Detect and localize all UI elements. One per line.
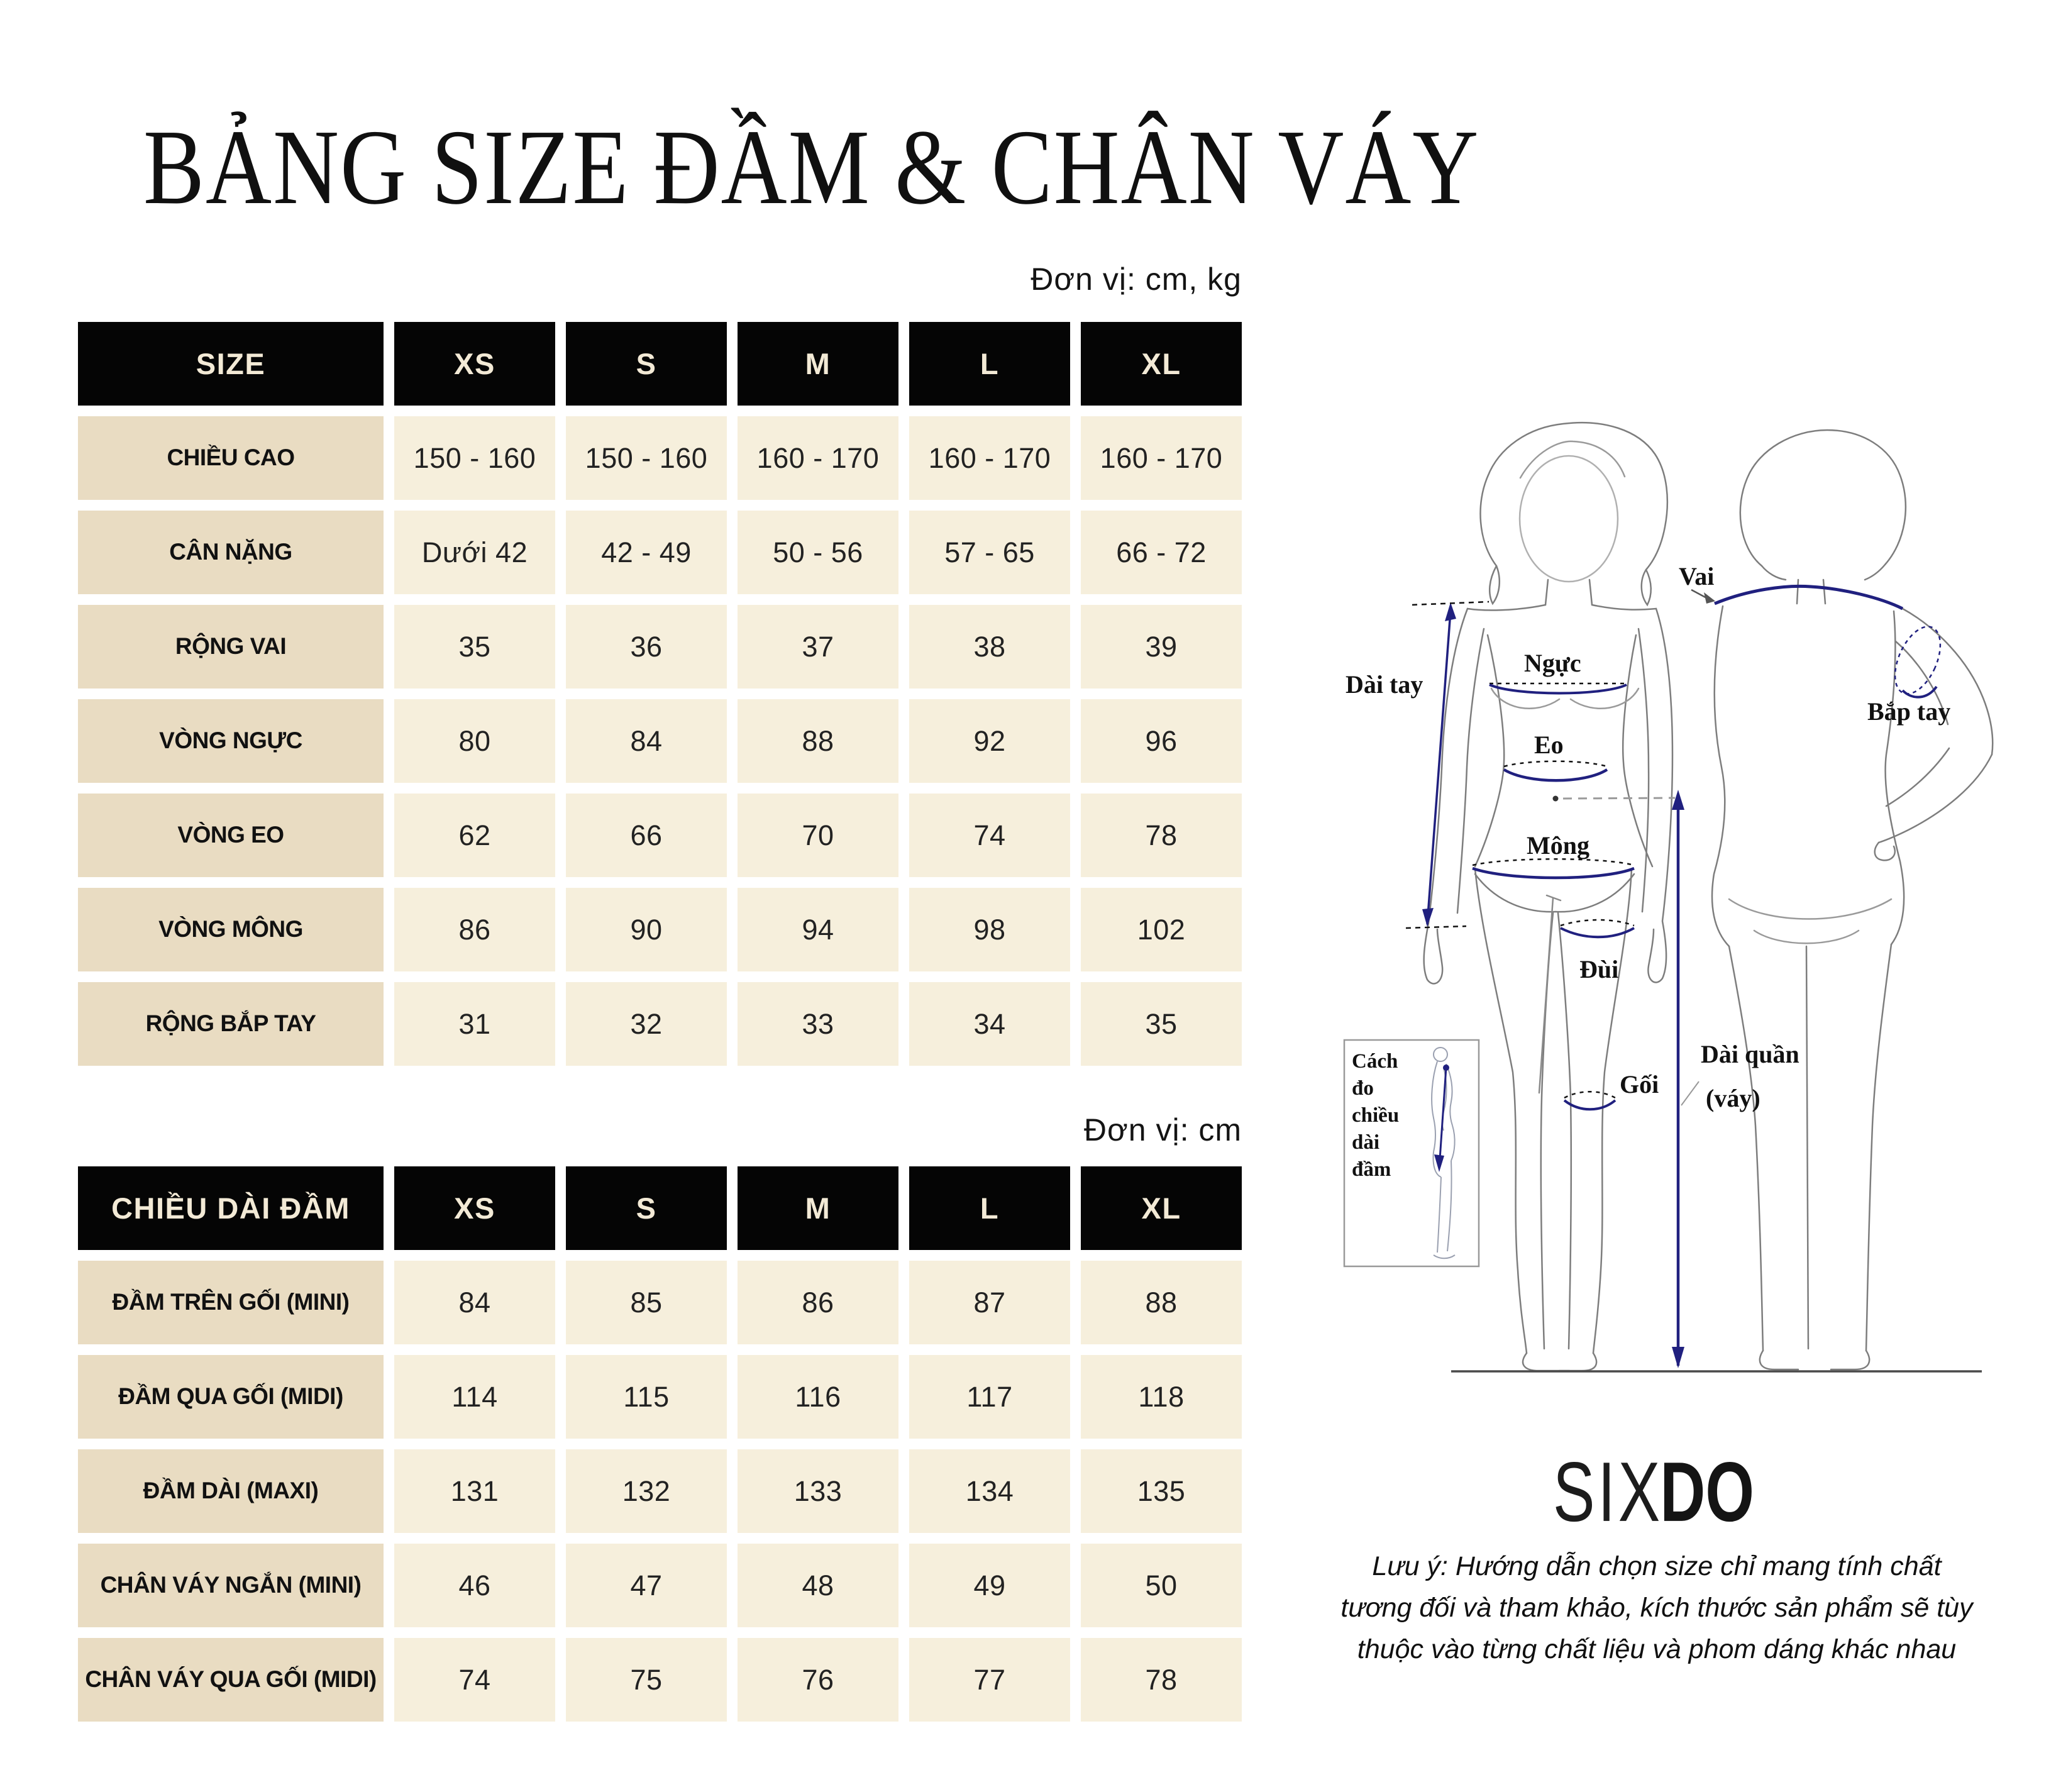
label-vay: (váy): [1706, 1084, 1760, 1112]
box-line-1: Cách: [1352, 1050, 1398, 1073]
length_table-value-cell: 115: [566, 1355, 727, 1439]
size_table-value-cell: 102: [1081, 888, 1242, 971]
size_table-value-cell: 32: [566, 982, 727, 1066]
size_table-value-cell: 150 - 160: [394, 416, 555, 500]
size_table-value-cell: 42 - 49: [566, 511, 727, 594]
dress-length-table: [78, 1166, 1242, 1722]
page-title: BẢNG SIZE ĐẦM & CHÂN VÁY: [143, 108, 1480, 227]
length_table-col-header-M: M: [738, 1166, 898, 1250]
length_table-col-header-L: L: [909, 1166, 1070, 1250]
label-mong: Mông: [1527, 831, 1589, 860]
body-measurement-diagram: [1289, 377, 2056, 1540]
size_table-row-label: VÒNG MÔNG: [78, 888, 384, 971]
length_table-value-cell: 131: [394, 1449, 555, 1533]
box-line-3: chiều: [1352, 1104, 1400, 1127]
size_table-value-cell: 33: [738, 982, 898, 1066]
logo-do: DO: [1660, 1445, 1755, 1540]
length_table-value-cell: 76: [738, 1638, 898, 1722]
size_table-value-cell: 88: [738, 699, 898, 783]
size_table-row-label: RỘNG VAI: [78, 605, 384, 689]
footnote: Lưu ý: Hướng dẫn chọn size chỉ mang tính chất tương đối và tham khảo, kích thước sản phẩm sẽ tùy thuộc vào từng chất liệu và phom dáng khác nhau: [1340, 1551, 1973, 1664]
length_table-value-cell: 117: [909, 1355, 1070, 1439]
size_table-col-header-L: L: [909, 322, 1070, 406]
length_table-value-cell: 132: [566, 1449, 727, 1533]
size_table-value-cell: 35: [394, 605, 555, 689]
size_table-value-cell: 35: [1081, 982, 1242, 1066]
size_table-row-label: RỘNG BẮP TAY: [78, 982, 384, 1066]
length_table-value-cell: 84: [394, 1261, 555, 1344]
label-bap-tay: Bắp tay: [1867, 697, 1951, 726]
size_table-corner-header: SIZE: [78, 322, 384, 406]
size_table-value-cell: 84: [566, 699, 727, 783]
size_table-value-cell: 80: [394, 699, 555, 783]
size_table-value-cell: 160 - 170: [738, 416, 898, 500]
size_table-value-cell: 78: [1081, 794, 1242, 877]
length_table-row-label: CHÂN VÁY QUA GỐI (MIDI): [78, 1638, 384, 1722]
size_table-value-cell: 36: [566, 605, 727, 689]
length_table-value-cell: 114: [394, 1355, 555, 1439]
size_table-row-label: VÒNG EO: [78, 794, 384, 877]
length_table-row-label: CHÂN VÁY NGẮN (MINI): [78, 1544, 384, 1627]
length_table-value-cell: 134: [909, 1449, 1070, 1533]
measure-guide-box: [1344, 1040, 1479, 1266]
size_table-row-label: VÒNG NGỰC: [78, 699, 384, 783]
length_table-row-label: ĐẦM TRÊN GỐI (MINI): [78, 1261, 384, 1344]
size_table-value-cell: 86: [394, 888, 555, 971]
length_table-col-header-XS: XS: [394, 1166, 555, 1250]
length_table-row-label: ĐẦM QUA GỐI (MIDI): [78, 1355, 384, 1439]
label-goi: Gối: [1620, 1070, 1659, 1098]
length_table-value-cell: 116: [738, 1355, 898, 1439]
label-vai: Vai: [1679, 562, 1715, 590]
length_table-col-header-S: S: [566, 1166, 727, 1250]
length_table-value-cell: 74: [394, 1638, 555, 1722]
size_table-value-cell: 31: [394, 982, 555, 1066]
length_table-col-header-XL: XL: [1081, 1166, 1242, 1250]
size_table-value-cell: 50 - 56: [738, 511, 898, 594]
size_table-value-cell: 96: [1081, 699, 1242, 783]
size_table-col-header-XS: XS: [394, 322, 555, 406]
size_table-col-header-S: S: [566, 322, 727, 406]
size_table-value-cell: 150 - 160: [566, 416, 727, 500]
size_table-value-cell: 62: [394, 794, 555, 877]
size_table-value-cell: 34: [909, 982, 1070, 1066]
length_table-value-cell: 135: [1081, 1449, 1242, 1533]
size_table-value-cell: 90: [566, 888, 727, 971]
sixdo-logo: [1506, 1444, 1801, 1540]
size_table-value-cell: 98: [909, 888, 1070, 971]
label-dai-tay: Dài tay: [1346, 670, 1423, 699]
length_table-value-cell: 48: [738, 1544, 898, 1627]
unit-note-cm-kg: Đơn vị: cm, kg: [1031, 262, 1242, 297]
length_table-row-label: ĐẦM DÀI (MAXI): [78, 1449, 384, 1533]
back-figure: [1712, 430, 1992, 1369]
size_table-value-cell: 160 - 170: [909, 416, 1070, 500]
label-dai-quan: Dài quần: [1701, 1040, 1799, 1068]
label-eo: Eo: [1534, 731, 1564, 759]
size_table-value-cell: 94: [738, 888, 898, 971]
size_table-value-cell: 38: [909, 605, 1070, 689]
unit-note-cm: Đơn vị: cm: [1083, 1112, 1242, 1148]
box-line-5: đầm: [1352, 1158, 1391, 1181]
length_table-value-cell: 49: [909, 1544, 1070, 1627]
size_table-col-header-M: M: [738, 322, 898, 406]
length_table-value-cell: 77: [909, 1638, 1070, 1722]
length_table-value-cell: 46: [394, 1544, 555, 1627]
size_table-value-cell: Dưới 42: [394, 511, 555, 594]
size_table-value-cell: 37: [738, 605, 898, 689]
length_table-value-cell: 118: [1081, 1355, 1242, 1439]
label-nguc: Ngực: [1524, 649, 1581, 677]
length_table-value-cell: 47: [566, 1544, 727, 1627]
logo-six: SIX: [1552, 1445, 1663, 1540]
size_table-value-cell: 74: [909, 794, 1070, 877]
size_table-row-label: CHIỀU CAO: [78, 416, 384, 500]
length_table-value-cell: 50: [1081, 1544, 1242, 1627]
size_table-col-header-XL: XL: [1081, 322, 1242, 406]
label-dui: Đùi: [1579, 955, 1619, 983]
diagram-labels: [1346, 562, 1950, 1112]
length_table-value-cell: 88: [1081, 1261, 1242, 1344]
length_table-corner-header: CHIỀU DÀI ĐẦM: [78, 1166, 384, 1250]
size_table-value-cell: 66 - 72: [1081, 511, 1242, 594]
box-line-4: dài: [1352, 1131, 1380, 1154]
size_table-row-label: CÂN NẶNG: [78, 511, 384, 594]
length_table-value-cell: 85: [566, 1261, 727, 1344]
size_table-value-cell: 160 - 170: [1081, 416, 1242, 500]
box-line-2: đo: [1352, 1077, 1374, 1100]
size_table-value-cell: 66: [566, 794, 727, 877]
size_table-value-cell: 92: [909, 699, 1070, 783]
size_table-value-cell: 70: [738, 794, 898, 877]
size-table: [78, 322, 1242, 1066]
size_table-value-cell: 39: [1081, 605, 1242, 689]
length_table-value-cell: 133: [738, 1449, 898, 1533]
length_table-value-cell: 75: [566, 1638, 727, 1722]
length_table-value-cell: 87: [909, 1261, 1070, 1344]
length_table-value-cell: 86: [738, 1261, 898, 1344]
size_table-value-cell: 57 - 65: [909, 511, 1070, 594]
length_table-value-cell: 78: [1081, 1638, 1242, 1722]
